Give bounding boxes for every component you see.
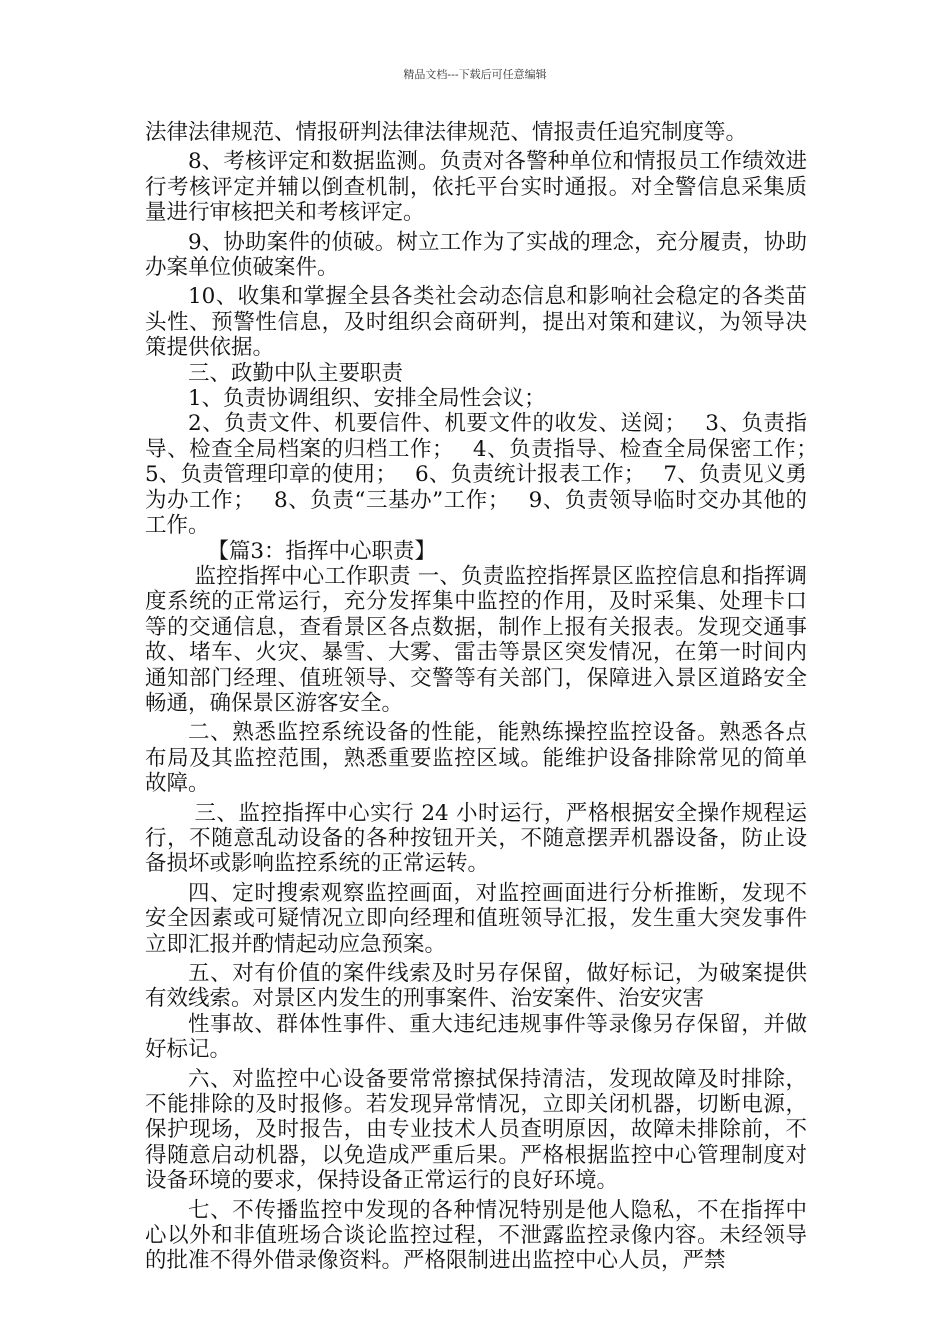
paragraph-13: 六、对监控中心设备要常常擦拭保持清洁，发现故障及时排除，不能排除的及时报修。若发现异常情况，立即关闭机器，切断电源，保护现场，及时报告，由专业技术人员查明原因，故障未排除前，不得随意启动机器，以免造成严重后果。严格根据监控中心管理制度对设备环境的要求，保持设备正常运行的良好环境。 [145, 1066, 807, 1194]
paragraph-4: 10、收集和掌握全县各类社会动态信息和影响社会稳定的各类苗头性、预警性信息，及时组织会商研判，提出对策和建议，为领导决策提供依据。 [145, 284, 807, 361]
paragraph-5: 1、负责协调组织、安排全局性会议； [188, 386, 546, 412]
paragraph-10: 四、定时搜索观察监控画面，对监控画面进行分析推断，发现不安全因素或可疑情况立即向经理和值班领导汇报，发生重大突发事件立即汇报并酌情起动应急预案。 [145, 880, 807, 957]
paragraph-12: 性事故、群体性事件、重大违纪违规事件等录像另存保留，并做好标记。 [145, 1011, 807, 1063]
document-body [145, 120, 836, 1274]
paragraph-8: 二、熟悉监控系统设备的性能，能熟练操控监控设备。熟悉各点布局及其监控范围，熟悉重要监控区域。能维护设备排除常见的简单故障。 [145, 720, 807, 797]
paragraph-7: 监控指挥中心工作职责 一、负责监控指挥景区监控信息和指挥调度系统的正常运行，充分发挥集中监控的作用，及时采集、处理卡口等的交通信息，查看景区各点数据，制作上报有关报表。发现交通事故、堵车、火灾、暴雪、大雾、雷击等景区突发情况，在第一时间内通知部门经理、值班领导、交警等有关部门，保障进入景区道路安全畅通，确保景区游客安全。 [145, 563, 807, 716]
paragraph-6: 2、负责文件、机要信件、机要文件的收发、送阅； 3、负责指导、检查全局档案的归档工作； 4、负责指导、检查全局保密工作； 5、负责管理印章的使用； 6、负责统计报表工作； 7、负责见义勇为办工作； 8、负责“三基办”工作； 9、负责领导临时交办其他的工作。 [145, 411, 836, 539]
paragraph-3: 9、协助案件的侦破。树立工作为了实战的理念，充分履责，协助办案单位侦破案件。 [145, 229, 807, 281]
paragraph-2: 8、考核评定和数据监测。负责对各警种单位和情报员工作绩效进行考核评定并辅以倒查机制，依托平台实时通报。对全警信息采集质量进行审核把关和考核评定。 [145, 149, 807, 226]
paragraph-11: 五、对有价值的案件线索及时另存保留，做好标记，为破案提供有效线索。对景区内发生的刑事案件、治安案件、治安灾害 [145, 961, 807, 1012]
section-heading-zhengqin: 三、政勤中队主要职责 [188, 360, 404, 386]
paragraph-14: 七、不传播监控中发现的各种情况特别是他人隐私，不在指挥中心以外和非值班场合谈论监控过程，不泄露监控录像内容。未经领导的批准不得外借录像资料。严格限制进出监控中心人员，严禁 [145, 1197, 807, 1274]
section-heading-pian3: 【篇3：指挥中心职责】 [207, 538, 437, 564]
paragraph-1: 法律法律规范、情报研判法律法律规范、情报责任追究制度等。 [145, 120, 748, 145]
paragraph-9: 三、监控指挥中心实行 24 小时运行，严格根据安全操作规程运行，不随意乱动设备的各种按钮开关，不随意摆弄机器设备，防止设备损坏或影响监控系统的正常运转。 [145, 800, 807, 877]
page-header: 精品文档---下载后可任意编辑 [403, 68, 547, 81]
